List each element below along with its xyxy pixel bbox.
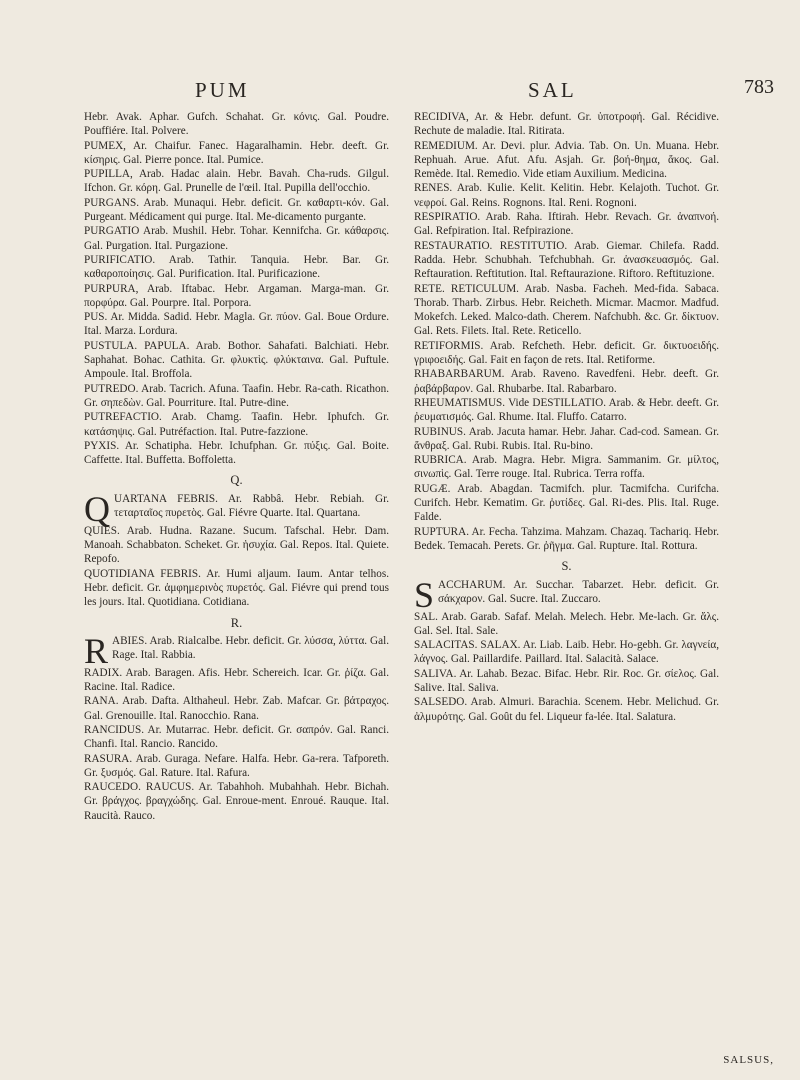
dictionary-entry: RUGÆ. Arab. Abagdan. Tacmifch. plur. Tacmifcha. Curifcha. Curifch. Hebr. Kematim. Gr. ῥυτίδες. Gal. Ri-des. Plis. Ital. Ruge. Falde.: [414, 482, 719, 524]
dictionary-entry: Hebr. Avak. Aphar. Gufch. Schahat. Gr. κόνις. Gal. Poudre. Pouffiére. Ital. Polvere.: [84, 111, 389, 138]
dictionary-entry: PUTREFACTIO. Arab. Chamg. Taafin. Hebr. Iphufch. Gr. κατάσηψις. Gal. Putréfaction. Ital. Putre-fazzione.: [84, 411, 389, 438]
entry-text: ACCHARUM. Ar. Succhar. Tabarzet. Hebr. deficit. Gr. σάκχαρον. Gal. Sucre. Ital. Zuccaro.: [438, 578, 719, 605]
dictionary-entry: RASURA. Arab. Guraga. Nefare. Halfa. Hebr. Ga-rera. Tafporeth. Gr. ξυσμός. Gal. Rature. Ital. Rafura.: [84, 752, 389, 779]
dictionary-entry: RENES. Arab. Kulie. Kelit. Kelitin. Hebr. Kelajoth. Tuchot. Gr. νεφροί. Gal. Reins. Rognons. Ital. Reni. Rognoni.: [414, 182, 719, 209]
dictionary-entry: RHABARBARUM. Arab. Raveno. Ravedfeni. Hebr. deeft. Gr. ῥαβάρβαρον. Gal. Rhubarbe. Ital. Rabarbaro.: [414, 368, 719, 395]
dictionary-entry: RHEUMATISMUS. Vide DESTILLATIO. Arab. & Hebr. deeft. Gr. ῥευματισμός. Gal. Rhume. Ital. Fluffo. Catarro.: [414, 396, 719, 424]
dictionary-entry: PUMEX, Ar. Chaifur. Fanec. Hagaralhamin. Hebr. deeft. Gr. κίσηρις. Gal. Pierre ponce. Ital. Pumice.: [84, 139, 389, 166]
running-head-right: SAL: [528, 78, 577, 102]
dictionary-entry: PUPILLA, Arab. Hadac alain. Hebr. Bavah. Cha-ruds. Gilgul. Ifchon. Gr. κόρη. Gal. Prunelle de l'œil. Ital. Pupilla dell'occhio.: [84, 168, 389, 195]
dictionary-entry: RUBINUS. Arab. Jacuta hamar. Hebr. Jahar. Cad-cod. Samean. Gr. ἄνθραξ. Gal. Rubi. Rubis. Ital. Ru-bino.: [414, 425, 719, 452]
dictionary-entry: SALIVA. Ar. Lahab. Bezac. Bifac. Hebr. Rir. Roc. Gr. σίελος. Gal. Salive. Ital. Saliva.: [414, 667, 719, 694]
dictionary-entry: SALSEDO. Arab. Almuri. Barachia. Scenem. Hebr. Melichud. Gr. ἁλμυρότης. Gal. Goût du fel. Liqueur fa-lée. Ital. Salatura.: [414, 696, 719, 723]
dictionary-entry: PUSTULA. PAPULA. Arab. Bothor. Sahafati. Balchiati. Hebr. Saphahat. Bohac. Cathita. Gr. φλυκτὶς. φλύκταινα. Gal. Puftule. Ampoule. Ital. Broffola.: [84, 339, 389, 381]
section-heading-s: S.: [561, 559, 572, 574]
dictionary-entry: RANCIDUS. Ar. Mutarrac. Hebr. deficit. Gr. σαπρόν. Gal. Ranci. Chanfi. Ital. Rancio. Rancido.: [84, 723, 389, 751]
dictionary-entry: PURGANS. Arab. Munaqui. Hebr. deficit. Gr. καθαρτι-κόν. Gal. Purgeant. Médicament qui purge. Ital. Me-dicamento purgante.: [84, 196, 389, 224]
entry-text: UARTANA FEBRIS. Ar. Rabbâ. Hebr. Rebiah. Gr. τεταρταῖος πυρετὸς. Gal. Fiévre Quarte. Ital. Quartana.: [114, 492, 389, 520]
running-head-left: PUM: [195, 78, 250, 102]
catchword: SALSUS,: [723, 1054, 774, 1066]
dictionary-entry: SALACITAS. SALAX. Ar. Liab. Laib. Hebr. Ho-gebh. Gr. λαγνεία, λάγνος. Gal. Paillardife. Paillard. Ital. Salacità. Salace.: [414, 639, 719, 666]
drop-cap-q: Q: [84, 488, 110, 529]
drop-cap-r: R: [84, 630, 109, 671]
dictionary-entry: RETIFORMIS. Arab. Refcheth. Hebr. deficit. Gr. δικτυοειδής. γριφοειδής. Gal. Fait en façon de rets. Ital. Retiforme.: [414, 339, 719, 367]
dictionary-entry: RUPTURA. Ar. Fecha. Tahzima. Mahzam. Chazaq. Tachariq. Hebr. Bedek. Temacah. Perets. Gr. ῥῆγμα. Gal. Rupture. Ital. Rottura.: [414, 525, 719, 552]
dictionary-entry: RESTAURATIO. RESTITUTIO. Arab. Giemar. Chilefa. Radd. Radda. Hebr. Schubhah. Tefchubhah. Gr. ἀνασκευασμός. Gal. Reftauration. Reftitution. Ital. Reftaurazione. Riftoro. Reftituzione.: [414, 239, 719, 281]
section-heading-r: R.: [230, 615, 243, 630]
entry-text: ABIES. Arab. Rialcalbe. Hebr. deficit. Gr. λύσσα, λύττα. Gal. Rage. Ital. Rabbia.: [112, 634, 389, 662]
dictionary-entry: RAUCEDO. RAUCUS. Ar. Tabahhoh. Mubahhah. Hebr. Bichah. Gr. βράγχος. βραγχώδης. Gal. Enroue-ment. Enroué. Rauque. Ital. Raucità. Rauco.: [84, 781, 389, 822]
dictionary-entry: [84, 630, 389, 671]
page-number: 783: [744, 76, 774, 98]
dictionary-entry: PYXIS. Ar. Schatipha. Hebr. Ichufphan. Gr. πύξις. Gal. Boite. Caffette. Ital. Buffetta. Boffoletta.: [84, 439, 389, 467]
dictionary-entry: REMEDIUM. Ar. Devi. plur. Advia. Tab. On. Un. Muana. Hebr. Rephuah. Arue. Afut. Afu. Asjah. Gr. βοή-θημα, ἄκος. Gal. Remède. Ital. Remedio. Vide etiam Auxilium. Medicina.: [414, 139, 719, 181]
section-heading-q: Q.: [230, 473, 243, 488]
drop-cap-s: S: [414, 574, 435, 615]
dictionary-entry: QUIES. Arab. Hudna. Razane. Sucum. Tafschal. Hebr. Dam. Manoah. Schabbaton. Scheket. Gr. ἡσυχία. Gal. Repos. Ital. Quiete. Repofo.: [84, 524, 389, 566]
left-column: [84, 110, 389, 823]
dictionary-entry: RANA. Arab. Dafta. Althaheul. Hebr. Zab. Mafcar. Gr. βάτραχος. Gal. Grenouille. Ital. Ranocchio. Rana.: [84, 695, 389, 722]
dictionary-entry: QUOTIDIANA FEBRIS. Ar. Humi aljaum. Iaum. Antar telhos. Hebr. deficit. Gr. ἀμφημερινὸς πυρετός. Gal. Fiévre qui prend tous les jours. Ital. Quotidiana. Cotidiana.: [84, 567, 389, 609]
dictionary-entry: PURGATIO Arab. Mushil. Hebr. Tohar. Kennifcha. Gr. κάθαρσις. Gal. Purgation. Ital. Purgazione.: [84, 225, 389, 252]
dictionary-entry: [84, 488, 389, 529]
dictionary-entry: PURIFICATIO. Arab. Tathir. Tanquia. Hebr. Bar. Gr. καθαροποίησις. Gal. Purification. Ital. Purificazione.: [84, 253, 389, 281]
dictionary-entry: PUTREDO. Arab. Tacrich. Afuna. Taafin. Hebr. Ra-cath. Ricathon. Gr. σηπεδὼν. Gal. Pourriture. Ital. Putre-dine.: [84, 382, 389, 409]
dictionary-entry: PURPURA, Arab. Iftabac. Hebr. Argaman. Marga-man. Gr. πορφύρα. Gal. Pourpre. Ital. Porpora.: [84, 282, 389, 309]
dictionary-entry: RUBRICA. Arab. Magra. Hebr. Migra. Sammanim. Gr. μίλτος, σινωπὶς. Gal. Terre rouge. Ital. Rubrica. Terra roffa.: [414, 454, 719, 481]
dictionary-entry: RADIX. Arab. Baragen. Afis. Hebr. Schereich. Icar. Gr. ῥίζα. Gal. Racine. Ital. Radice.: [84, 666, 389, 694]
dictionary-entry: [414, 574, 719, 615]
dictionary-entry: RETE. RETICULUM. Arab. Nasba. Facheh. Med-fida. Sabaca. Thorab. Tharb. Zirbus. Hebr. Reicheth. Micmar. Macmor. Madfud. Mokefch. Leked. Malco-dath. Cherem. Nafchubh. &c. Gr. δίκτυον. Gal. Rets. Filets. Ital. Rete. Reticello.: [414, 282, 719, 338]
dictionary-entry: PUS. Ar. Midda. Sadid. Hebr. Magla. Gr. πύον. Gal. Boue Ordure. Ital. Marza. Lordura.: [84, 311, 389, 338]
dictionary-entry: SAL. Arab. Garab. Safaf. Melah. Melech. Hebr. Me-lach. Gr. ἅλς. Gal. Sel. Ital. Sale.: [414, 610, 719, 637]
right-column: [414, 110, 719, 724]
dictionary-entry: RESPIRATIO. Arab. Raha. Iftirah. Hebr. Revach. Gr. ἀναπνοή. Gal. Refpiration. Ital. Refpirazione.: [414, 211, 719, 238]
dictionary-entry: RECIDIVA, Ar. & Hebr. defunt. Gr. ὑποτροφή. Gal. Récidive. Rechute de maladie. Ital. Ritirata.: [414, 111, 719, 138]
